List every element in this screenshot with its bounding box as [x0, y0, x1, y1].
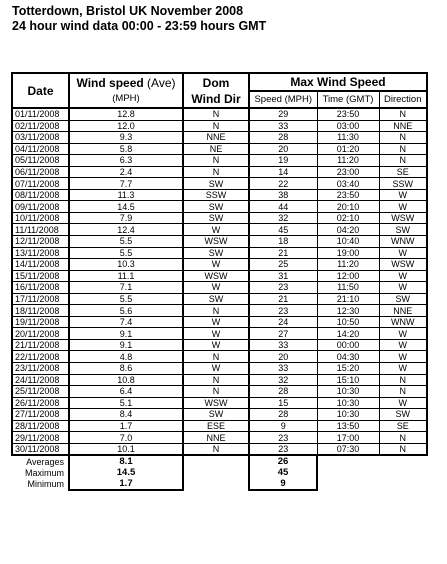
date-cell: 17/11/2008 [12, 293, 69, 305]
summary-row [12, 478, 427, 490]
table-row [12, 339, 427, 351]
max-direction-cell: WSW [379, 212, 427, 224]
max-speed-cell: 32 [249, 374, 317, 386]
dom-wind-dir-cell: N [183, 155, 249, 167]
avg-wind-speed-cell: 6.4 [69, 386, 183, 398]
date-cell: 21/11/2008 [12, 339, 69, 351]
avg-wind-speed-cell: 8.4 [69, 409, 183, 421]
max-speed-cell: 45 [249, 224, 317, 236]
avg-wind-speed-cell: 7.9 [69, 212, 183, 224]
avg-wind-speed-cell: 6.3 [69, 155, 183, 167]
dom-wind-dir-cell: W [183, 316, 249, 328]
max-direction-cell: N [379, 132, 427, 144]
max-speed-cell: 27 [249, 328, 317, 340]
date-cell: 06/11/2008 [12, 166, 69, 178]
avg-wind-speed-cell: 7.4 [69, 316, 183, 328]
dom-wind-dir-cell: W [183, 224, 249, 236]
summary-wind-speed: 1.7 [69, 478, 183, 490]
summary-spacer [317, 455, 379, 467]
avg-wind-speed-cell: 10.3 [69, 259, 183, 271]
summary-row [12, 455, 427, 467]
wind-data-table [11, 72, 428, 491]
max-speed-cell: 25 [249, 259, 317, 271]
max-speed-cell: 28 [249, 409, 317, 421]
max-speed-cell: 23 [249, 282, 317, 294]
summary-label: Maximum [24, 467, 64, 478]
max-time-cell: 23:00 [317, 166, 379, 178]
date-cell: 05/11/2008 [12, 155, 69, 167]
max-time-cell: 11:50 [317, 282, 379, 294]
wind-speed-header [69, 73, 183, 91]
table-row [12, 282, 427, 294]
summary-label: Averages [26, 456, 64, 467]
max-speed-cell: 18 [249, 236, 317, 248]
dom-wind-dir-cell: SW [183, 212, 249, 224]
summary-max-speed: 9 [249, 478, 317, 490]
max-direction-cell: N [379, 155, 427, 167]
avg-wind-speed-cell: 10.8 [69, 374, 183, 386]
table-row [12, 386, 427, 398]
max-speed-cell: 20 [249, 143, 317, 155]
table-row [12, 316, 427, 328]
max-direction-cell: SW [379, 409, 427, 421]
dom-wind-dir-cell: N [183, 374, 249, 386]
max-time-cell: 21:10 [317, 293, 379, 305]
table-row [12, 132, 427, 144]
avg-wind-speed-cell: 5.5 [69, 293, 183, 305]
summary-label: Minimum [27, 479, 64, 490]
table-row [12, 328, 427, 340]
date-cell: 04/11/2008 [12, 143, 69, 155]
max-speed-cell: 22 [249, 178, 317, 190]
max-speed-cell: 38 [249, 189, 317, 201]
direction-subheader: Direction [379, 91, 427, 108]
max-speed-cell: 23 [249, 443, 317, 455]
table-row [12, 270, 427, 282]
max-time-cell: 07:30 [317, 443, 379, 455]
avg-wind-speed-cell: 7.0 [69, 432, 183, 444]
date-cell: 12/11/2008 [12, 236, 69, 248]
dom-wind-dir-cell: N [183, 386, 249, 398]
max-time-cell: 01:20 [317, 143, 379, 155]
max-wind-speed-header: Max Wind Speed [249, 73, 427, 91]
avg-wind-speed-cell: 4.8 [69, 351, 183, 363]
max-direction-cell: SE [379, 420, 427, 432]
time-gmt-subheader: Time (GMT) [317, 91, 379, 108]
dom-wind-dir-cell: W [183, 282, 249, 294]
table-row [12, 212, 427, 224]
max-time-cell: 12:30 [317, 305, 379, 317]
summary-max-speed: 45 [249, 467, 317, 478]
max-direction-cell: NNE [379, 305, 427, 317]
max-direction-cell: SE [379, 166, 427, 178]
max-time-cell: 02:10 [317, 212, 379, 224]
table-row [12, 224, 427, 236]
max-direction-cell: W [379, 270, 427, 282]
date-cell: 16/11/2008 [12, 282, 69, 294]
max-speed-cell: 24 [249, 316, 317, 328]
dom-wind-dir-cell: N [183, 166, 249, 178]
max-direction-cell: N [379, 374, 427, 386]
date-cell: 11/11/2008 [12, 224, 69, 236]
avg-wind-speed-cell: 12.8 [69, 108, 183, 120]
max-direction-cell: N [379, 108, 427, 120]
table-row [12, 409, 427, 421]
dom-wind-dir-cell: SW [183, 247, 249, 259]
max-speed-cell: 9 [249, 420, 317, 432]
date-cell: 10/11/2008 [12, 212, 69, 224]
daily-rows [12, 108, 427, 455]
max-direction-cell: SW [379, 293, 427, 305]
date-cell: 13/11/2008 [12, 247, 69, 259]
max-speed-cell: 15 [249, 397, 317, 409]
date-cell: 15/11/2008 [12, 270, 69, 282]
report-title: Totterdown, Bristol UK November 2008 [12, 4, 244, 18]
dom-wind-dir-cell: W [183, 259, 249, 271]
date-cell: 24/11/2008 [12, 374, 69, 386]
summary-spacer [317, 467, 379, 478]
dom-wind-dir-cell: WSW [183, 397, 249, 409]
max-time-cell: 11:20 [317, 155, 379, 167]
max-time-cell: 04:30 [317, 351, 379, 363]
avg-wind-speed-cell: 9.3 [69, 132, 183, 144]
dom-wind-dir-cell: WSW [183, 270, 249, 282]
max-direction-cell: W [379, 351, 427, 363]
max-direction-cell: SW [379, 224, 427, 236]
avg-wind-speed-cell: 10.1 [69, 443, 183, 455]
max-time-cell: 04:20 [317, 224, 379, 236]
avg-wind-speed-cell: 12.0 [69, 120, 183, 132]
avg-wind-speed-cell: 5.5 [69, 247, 183, 259]
max-direction-cell: W [379, 189, 427, 201]
date-cell: 27/11/2008 [12, 409, 69, 421]
max-speed-cell: 23 [249, 305, 317, 317]
table-row [12, 293, 427, 305]
date-cell: 20/11/2008 [12, 328, 69, 340]
table-row [12, 363, 427, 375]
max-direction-cell: WNW [379, 316, 427, 328]
date-cell: 01/11/2008 [12, 108, 69, 120]
date-cell: 14/11/2008 [12, 259, 69, 271]
summary-spacer [183, 455, 249, 467]
table-row [12, 351, 427, 363]
max-time-cell: 14:20 [317, 328, 379, 340]
dom-wind-dir-cell: N [183, 305, 249, 317]
table-row [12, 247, 427, 259]
max-direction-cell: W [379, 397, 427, 409]
max-time-cell: 20:10 [317, 201, 379, 213]
dom-wind-dir-cell: NNE [183, 432, 249, 444]
date-cell: 07/11/2008 [12, 178, 69, 190]
summary-spacer [379, 467, 427, 478]
summary-wind-speed: 8.1 [69, 455, 183, 467]
date-cell: 08/11/2008 [12, 189, 69, 201]
date-cell: 30/11/2008 [12, 443, 69, 455]
max-speed-cell: 33 [249, 120, 317, 132]
table-row [12, 236, 427, 248]
max-time-cell: 11:30 [317, 132, 379, 144]
summary-spacer [183, 478, 249, 490]
max-time-cell: 10:30 [317, 397, 379, 409]
max-speed-cell: 32 [249, 212, 317, 224]
max-time-cell: 10:30 [317, 409, 379, 421]
max-direction-cell: N [379, 143, 427, 155]
max-time-cell: 12:00 [317, 270, 379, 282]
report-subtitle: 24 hour wind data 00:00 - 23:59 hours GMT [12, 19, 267, 33]
max-speed-cell: 23 [249, 432, 317, 444]
table-row [12, 374, 427, 386]
max-direction-cell: N [379, 432, 427, 444]
max-speed-cell: 20 [249, 351, 317, 363]
summary-rows [12, 455, 427, 490]
max-direction-cell: W [379, 247, 427, 259]
avg-wind-speed-cell: 11.1 [69, 270, 183, 282]
date-cell: 25/11/2008 [12, 386, 69, 398]
max-speed-cell: 21 [249, 293, 317, 305]
dom-wind-dir-cell: N [183, 351, 249, 363]
summary-spacer [379, 455, 427, 467]
max-direction-cell: W [379, 201, 427, 213]
avg-wind-speed-cell: 5.1 [69, 397, 183, 409]
max-direction-cell: N [379, 386, 427, 398]
avg-wind-speed-cell: 7.7 [69, 178, 183, 190]
dom-wind-dir-cell: W [183, 328, 249, 340]
max-time-cell: 10:30 [317, 386, 379, 398]
date-cell: 18/11/2008 [12, 305, 69, 317]
date-cell: 19/11/2008 [12, 316, 69, 328]
avg-wind-speed-cell: 12.4 [69, 224, 183, 236]
max-time-cell: 23:50 [317, 189, 379, 201]
summary-max-speed: 26 [249, 455, 317, 467]
avg-wind-speed-cell: 9.1 [69, 328, 183, 340]
max-time-cell: 10:50 [317, 316, 379, 328]
dom-wind-dir-cell: SW [183, 293, 249, 305]
avg-wind-speed-cell: 11.3 [69, 189, 183, 201]
summary-spacer [379, 478, 427, 490]
dom-wind-dir-cell: N [183, 108, 249, 120]
max-time-cell: 03:40 [317, 178, 379, 190]
table-row [12, 259, 427, 271]
avg-wind-speed-cell: 2.4 [69, 166, 183, 178]
dom-wind-dir-cell: NE [183, 143, 249, 155]
max-direction-cell: W [379, 282, 427, 294]
max-speed-subheader: Speed (MPH) [249, 91, 317, 108]
dom-wind-dir-cell: W [183, 363, 249, 375]
dom-wind-dir-cell: WSW [183, 236, 249, 248]
dom-wind-dir-cell: ESE [183, 420, 249, 432]
max-time-cell: 23:50 [317, 108, 379, 120]
table-row [12, 155, 427, 167]
max-speed-cell: 14 [249, 166, 317, 178]
max-time-cell: 19:00 [317, 247, 379, 259]
table-row [12, 143, 427, 155]
table-row [12, 166, 427, 178]
dom-wind-dir-cell: N [183, 120, 249, 132]
max-direction-cell: NNE [379, 120, 427, 132]
avg-wind-speed-cell: 7.1 [69, 282, 183, 294]
table-row [12, 397, 427, 409]
summary-row [12, 467, 427, 478]
max-speed-cell: 28 [249, 132, 317, 144]
max-time-cell: 00:00 [317, 339, 379, 351]
table-row [12, 189, 427, 201]
table-row [12, 305, 427, 317]
max-speed-cell: 19 [249, 155, 317, 167]
dom-wind-dir-cell: N [183, 443, 249, 455]
avg-wind-speed-cell: 1.7 [69, 420, 183, 432]
max-time-cell: 10:40 [317, 236, 379, 248]
avg-wind-speed-cell: 8.6 [69, 363, 183, 375]
max-direction-cell: W [379, 363, 427, 375]
max-speed-cell: 31 [249, 270, 317, 282]
table-row [12, 108, 427, 120]
max-time-cell: 15:20 [317, 363, 379, 375]
max-speed-cell: 33 [249, 363, 317, 375]
date-cell: 29/11/2008 [12, 432, 69, 444]
table-row [12, 420, 427, 432]
table-row [12, 432, 427, 444]
date-cell: 09/11/2008 [12, 201, 69, 213]
max-direction-cell: WNW [379, 236, 427, 248]
table-row [12, 178, 427, 190]
date-cell: 26/11/2008 [12, 397, 69, 409]
summary-spacer [183, 467, 249, 478]
avg-wind-speed-cell: 5.5 [69, 236, 183, 248]
table-row [12, 120, 427, 132]
dom-wind-dir-cell: SW [183, 201, 249, 213]
max-time-cell: 17:00 [317, 432, 379, 444]
table-row [12, 443, 427, 455]
max-time-cell: 03:00 [317, 120, 379, 132]
dom-header-line1: Dom [183, 73, 249, 91]
max-direction-cell: SSW [379, 178, 427, 190]
wind-speed-unit: (MPH) [69, 91, 183, 108]
max-time-cell: 11:20 [317, 259, 379, 271]
max-direction-cell: W [379, 328, 427, 340]
dom-wind-dir-cell: SW [183, 409, 249, 421]
date-cell: 03/11/2008 [12, 132, 69, 144]
max-speed-cell: 28 [249, 386, 317, 398]
summary-wind-speed: 14.5 [69, 467, 183, 478]
max-time-cell: 13:50 [317, 420, 379, 432]
date-cell: 28/11/2008 [12, 420, 69, 432]
wind-speed-header-bold: Wind speed [76, 75, 144, 90]
dom-wind-dir-cell: NNE [183, 132, 249, 144]
max-direction-cell: WSW [379, 259, 427, 271]
dom-header-line2: Wind Dir [183, 91, 249, 108]
dom-wind-dir-cell: SSW [183, 189, 249, 201]
table-header [12, 73, 427, 108]
dom-wind-dir-cell: W [183, 339, 249, 351]
max-speed-cell: 44 [249, 201, 317, 213]
date-header: Date [12, 73, 69, 108]
date-cell: 23/11/2008 [12, 363, 69, 375]
dom-wind-dir-cell: SW [183, 178, 249, 190]
summary-spacer [317, 478, 379, 490]
avg-wind-speed-cell: 9.1 [69, 339, 183, 351]
max-direction-cell: N [379, 443, 427, 455]
avg-wind-speed-cell: 14.5 [69, 201, 183, 213]
wind-speed-header-suffix: (Ave) [143, 75, 176, 90]
max-speed-cell: 29 [249, 108, 317, 120]
avg-wind-speed-cell: 5.6 [69, 305, 183, 317]
date-cell: 22/11/2008 [12, 351, 69, 363]
max-time-cell: 15:10 [317, 374, 379, 386]
max-speed-cell: 33 [249, 339, 317, 351]
table-row [12, 201, 427, 213]
max-direction-cell: W [379, 339, 427, 351]
avg-wind-speed-cell: 5.8 [69, 143, 183, 155]
date-cell: 02/11/2008 [12, 120, 69, 132]
max-speed-cell: 21 [249, 247, 317, 259]
